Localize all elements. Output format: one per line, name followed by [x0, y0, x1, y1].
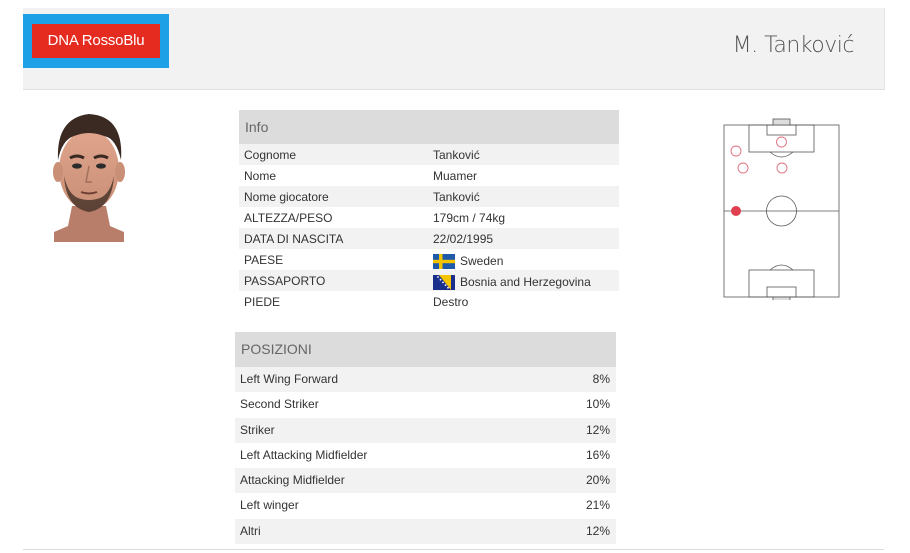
- position-marker-left-attacking-midfielder: [738, 163, 748, 173]
- info-value: [433, 295, 468, 309]
- position-row: [235, 493, 616, 518]
- position-marker-left-winger: [731, 206, 741, 216]
- position-row: [235, 468, 616, 493]
- info-row-foot: [239, 291, 619, 312]
- position-percent: 12%: [585, 523, 610, 538]
- position-row: [235, 367, 616, 392]
- position-label: Altri: [240, 523, 261, 538]
- info-row-player-name: [239, 186, 619, 207]
- position-percent: 16%: [585, 447, 610, 462]
- info-value: [433, 211, 505, 225]
- sweden-flag-icon: [433, 254, 455, 269]
- position-label: Left Attacking Midfielder: [240, 447, 368, 462]
- info-section-title: Info: [239, 110, 619, 144]
- site-logo[interactable]: [23, 14, 169, 68]
- info-value-text: Bosnia and Herzegovina: [460, 274, 591, 289]
- info-row-height-weight: [239, 207, 619, 228]
- pitch-bottom-goal-area: [767, 287, 796, 297]
- player-name-title: M. Tanković: [732, 33, 854, 58]
- footer-divider: [23, 549, 884, 550]
- site-logo-text[interactable]: DNA RossoBlu: [32, 24, 160, 58]
- info-label: PIEDE: [244, 295, 281, 309]
- info-value-text: 22/02/1995: [433, 232, 494, 246]
- info-value-text: Destro: [433, 295, 469, 309]
- info-row-country: [239, 249, 619, 270]
- position-label: Left Wing Forward: [240, 372, 339, 386]
- position-marker-left-wing-forward: [731, 146, 741, 156]
- info-value-text: Tanković: [433, 190, 480, 204]
- player-photo: [44, 108, 134, 242]
- info-value-text: Sweden: [460, 253, 504, 268]
- position-row: [235, 392, 616, 417]
- position-percent: 12%: [585, 422, 610, 437]
- info-label: DATA DI NASCITA: [244, 232, 344, 246]
- position-row: [235, 519, 616, 544]
- pitch-top-goal: [773, 119, 790, 125]
- position-label: Left winger: [240, 498, 299, 513]
- info-panel: [239, 110, 619, 312]
- bosnia-flag-icon: [433, 275, 455, 290]
- page-header: [23, 8, 884, 90]
- pitch-bottom-goal: [773, 297, 790, 300]
- info-label: Nome giocatore: [244, 190, 329, 204]
- position-row: [235, 443, 616, 468]
- pitch-top-arc: [770, 152, 793, 157]
- pitch-position-map: [722, 118, 842, 300]
- position-percent: 21%: [585, 498, 610, 513]
- position-marker-striker: [777, 137, 787, 147]
- info-label: ALTEZZA/PESO: [244, 211, 333, 225]
- positions-section-title: POSIZIONI: [235, 332, 616, 367]
- info-label: PASSAPORTO: [244, 274, 326, 288]
- info-label: PAESE: [244, 253, 284, 267]
- position-row: [235, 418, 616, 443]
- info-value: [433, 190, 480, 204]
- pitch-top-penalty-area: [749, 125, 814, 152]
- info-label: Nome: [244, 169, 277, 183]
- info-value-text: Tanković: [433, 148, 480, 162]
- info-value: [433, 148, 480, 162]
- position-percent: 20%: [585, 473, 610, 488]
- info-row-surname: [239, 144, 619, 165]
- info-value: [433, 274, 591, 289]
- pitch-top-goal-area: [767, 125, 796, 135]
- info-value-text: 179cm / 74kg: [433, 211, 506, 225]
- info-value: [433, 253, 503, 268]
- pitch-bottom-arc: [770, 265, 793, 270]
- info-value-text: Muamer: [433, 169, 478, 183]
- position-label: Striker: [240, 422, 275, 437]
- position-label: Attacking Midfielder: [240, 473, 345, 488]
- position-label: Second Striker: [240, 397, 319, 412]
- position-percent: 10%: [585, 397, 610, 412]
- info-value: [433, 169, 477, 183]
- position-marker-attacking-midfielder: [777, 163, 787, 173]
- info-value: [433, 232, 493, 246]
- info-label: Cognome: [244, 148, 297, 162]
- info-row-passport: [239, 270, 619, 291]
- positions-panel: [235, 332, 616, 544]
- info-row-birth-date: [239, 228, 619, 249]
- info-row-name: [239, 165, 619, 186]
- pitch-bottom-penalty-area: [749, 270, 814, 297]
- header-divider: [884, 8, 885, 90]
- position-percent: 8%: [592, 372, 610, 386]
